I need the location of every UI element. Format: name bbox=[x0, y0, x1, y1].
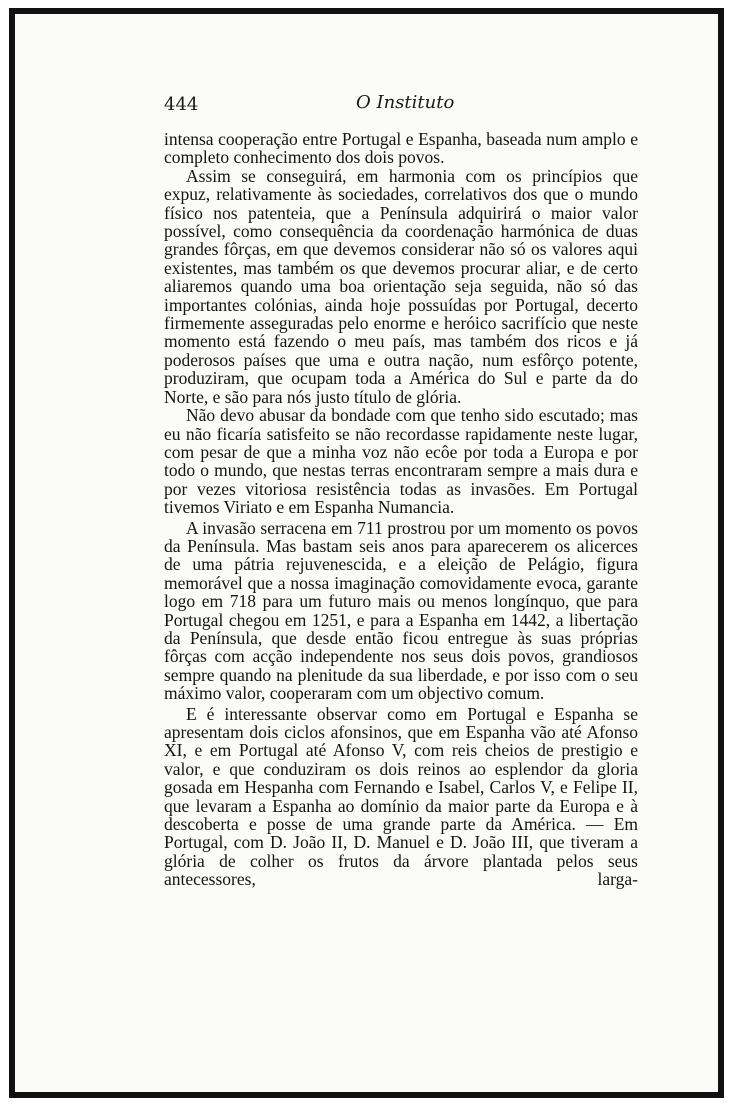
page-number: 444 bbox=[164, 94, 199, 115]
paragraph-afonsine-cycles: E é interessante observar como em Portugal e Espanha se apresentam dois ciclos afonsinos, que em Espanha vão até Afonso XI, e em Portugal até Afonso V, com reis cheios de prestigio e valor, e que conduziram os dois reinos ao esplendor da gloria gosada em Hespanha com Fernando e Isabel, Carlos V, e Felipe II, que levaram a Espanha ao domínio da maior parte da Europa e à descoberta e posse de uma grande parte da América. — Em Portugal, com D. João II, D. Manuel e D. João III, que tiveram a glória de colher os frutos da árvore plantada pelos seus antecessores, larga- bbox=[164, 703, 638, 890]
paragraph-continuation: intensa cooperação entre Portugal e Espanha, baseada num amplo e completo conhecimento dos dois povos. bbox=[164, 129, 638, 168]
body-text bbox=[164, 130, 638, 889]
page-header bbox=[164, 92, 638, 118]
paragraph-invasions: Não devo abusar da bondade com que tenho sido escutado; mas eu não ficaría satisfeito se não recordasse rapidamente neste lugar, com pesar de que a minha voz não ecôe por toda a Europa e por todo o mundo, que nestas terras encontraram sempre a mais dura e por vezes vitoriosa resistência todas as invasões. Em Portugal tivemos Viriato e em Espanha Numancia. bbox=[164, 405, 638, 518]
paragraph-harmony: Assim se conseguirá, em harmonia com os princípios que expuz, relativamente às sociedades, correlativos dos que o mundo físico nos patenteia, que a Península adquirirá o maior valor possível, como consequência da coordenação harmónica de duas grandes fôrças, em que devemos considerar não só os valores aqui existentes, mas também os que devemos procurar aliar, e de certo aliaremos quando uma boa orientação seja seguida, não só das importantes colónias, ainda hoje possuídas por Portugal, decerto firmemente asseguradas pelo enorme e heróico sacrifício que neste momento está fazendo o meu país, mas também dos ricos e já poderosos países que uma e outra nação, num esfôrço potente, produziram, que ocupam toda a América do Sul e parte da do Norte, e são para nós justo título de glória. bbox=[164, 165, 638, 407]
running-title: O Instituto bbox=[356, 92, 455, 113]
paragraph-saracen-invasion: A invasão serracena em 711 prostrou por um momento os povos da Península. Mas bastam seis anos para aparecerem os alicerces de uma pátria rejuvenescida, e a eleição de Pelágio, figura memorável que a nossa imaginação comovidamente evoca, garante logo em 718 para um futuro mais ou menos longínquo, que para Portugal chegou em 1251, e para a Espanha em 1442, a libertação da Península, que desde então ficou entregue às suas próprias fôrças com acção independente nos seus dois povos, grandiosos sempre quando na plenitude da sua liberdade, e por isso com o seu máximo valor, cooperaram com um objectivo comum. bbox=[164, 517, 638, 704]
